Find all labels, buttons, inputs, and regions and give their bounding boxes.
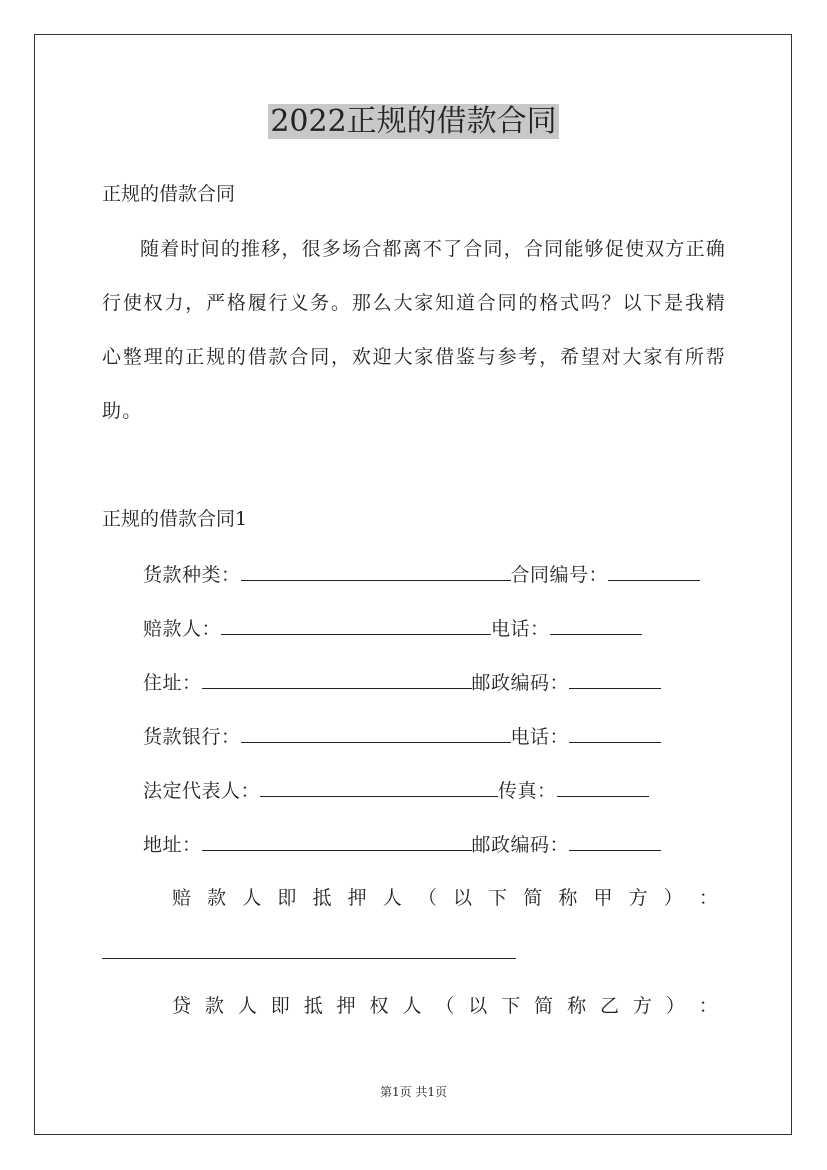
party-a-char: 赔 bbox=[172, 887, 192, 909]
field-row-legal-rep bbox=[143, 778, 649, 803]
party-a-char: ： bbox=[698, 887, 718, 909]
party-a-char: 人 bbox=[382, 887, 402, 909]
party-a-char: 称 bbox=[558, 887, 578, 909]
party-a-char: （ bbox=[417, 887, 437, 909]
fill-blank bbox=[241, 724, 511, 743]
page-footer: 第1页 共1页 bbox=[379, 1085, 448, 1099]
fill-blank bbox=[221, 616, 491, 635]
party-b-char: 方 bbox=[632, 995, 652, 1017]
document-subtitle: 正规的借款合同 bbox=[102, 183, 236, 205]
party-b-char: 押 bbox=[336, 995, 356, 1017]
fill-blank bbox=[569, 670, 661, 689]
party-b-char: 人 bbox=[402, 995, 422, 1017]
field-label: 电话： bbox=[491, 618, 550, 640]
document-title-text: 2022正规的借款合同 bbox=[270, 104, 557, 139]
section-heading: 正规的借款合同1 bbox=[102, 508, 248, 530]
party-a-char: ） bbox=[663, 887, 683, 909]
party-b-char: 下 bbox=[501, 995, 521, 1017]
fill-blank bbox=[608, 562, 700, 581]
field-label: 邮政编码： bbox=[471, 834, 570, 856]
party-b-char: 简 bbox=[534, 995, 554, 1017]
party-a-char: 简 bbox=[523, 887, 543, 909]
party-a-blank bbox=[102, 958, 516, 959]
party-b-char: ） bbox=[665, 995, 685, 1017]
party-a-char: 抵 bbox=[312, 887, 332, 909]
party-a-char: 款 bbox=[207, 887, 227, 909]
party-b-char: 权 bbox=[369, 995, 389, 1017]
field-row-loan-type bbox=[143, 562, 700, 587]
field-label: 赔款人： bbox=[143, 618, 222, 640]
party-a-char: 即 bbox=[277, 887, 297, 909]
intro-paragraph: 随着时间的推移，很多场合都离不了合同，合同能够促使双方正确行使权力，严格履行义务。那么大家知道合同的格式吗？以下是我精心整理的正规的借款合同，欢迎大家借鉴与参考，希望对大家有所帮助。 bbox=[102, 238, 726, 422]
document-title bbox=[0, 100, 827, 144]
party-b-char: 贷 bbox=[172, 995, 192, 1017]
field-row-bank-address bbox=[143, 832, 661, 857]
fill-blank bbox=[550, 616, 642, 635]
field-label: 电话： bbox=[510, 726, 570, 748]
field-label: 住址： bbox=[143, 672, 202, 694]
field-label: 货款种类： bbox=[143, 564, 241, 586]
party-a-char: 方 bbox=[628, 887, 648, 909]
fill-blank bbox=[569, 832, 661, 851]
party-b-char: 即 bbox=[270, 995, 290, 1017]
field-row-address bbox=[143, 670, 661, 695]
field-label: 地址： bbox=[143, 834, 202, 856]
party-a-char: 下 bbox=[488, 887, 508, 909]
field-label: 货款银行： bbox=[143, 726, 241, 748]
field-label: 邮政编码： bbox=[471, 672, 570, 694]
party-a-char: 人 bbox=[242, 887, 262, 909]
fill-blank bbox=[569, 724, 661, 743]
field-label: 法定代表人： bbox=[143, 780, 261, 802]
party-b-char: ： bbox=[698, 995, 718, 1017]
party-b-char: 抵 bbox=[303, 995, 323, 1017]
party-a-char: 甲 bbox=[593, 887, 613, 909]
fill-blank bbox=[557, 778, 649, 797]
fill-blank bbox=[202, 832, 472, 851]
party-b-char: 款 bbox=[204, 995, 224, 1017]
fill-blank bbox=[260, 778, 498, 797]
party-b-char: 人 bbox=[237, 995, 257, 1017]
party-b-char: （ bbox=[435, 995, 455, 1017]
fill-blank bbox=[202, 670, 472, 689]
party-b-char: 以 bbox=[468, 995, 488, 1017]
party-b-char: 称 bbox=[567, 995, 587, 1017]
party-b-char: 乙 bbox=[599, 995, 619, 1017]
field-label: 传真： bbox=[498, 780, 557, 802]
field-row-borrower bbox=[143, 616, 642, 641]
field-row-lender-bank bbox=[143, 724, 661, 749]
party-a-char: 押 bbox=[347, 887, 367, 909]
party-b-line bbox=[172, 994, 718, 1018]
fill-blank bbox=[241, 562, 511, 581]
field-label: 合同编号： bbox=[510, 564, 609, 586]
party-a-char: 以 bbox=[453, 887, 473, 909]
party-a-line bbox=[172, 886, 718, 910]
